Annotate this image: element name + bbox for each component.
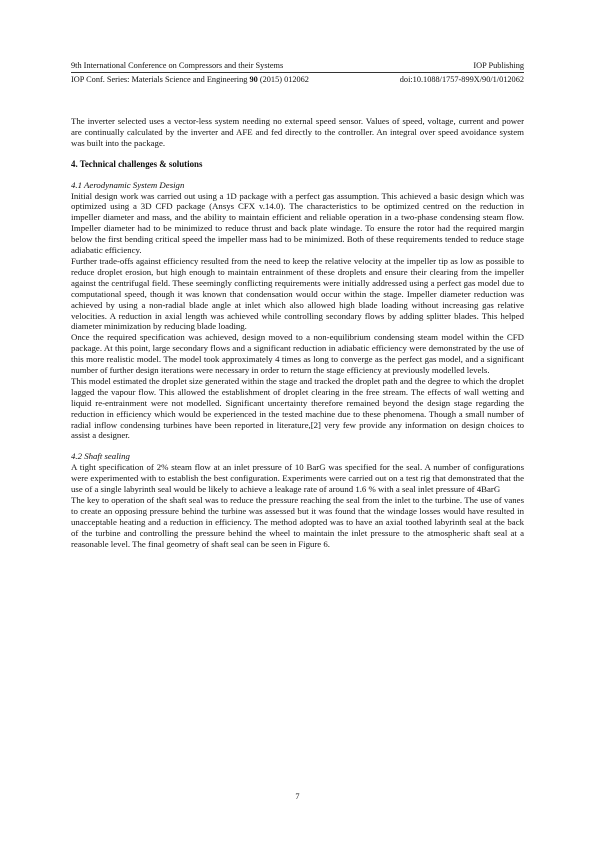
header-row-2 <box>71 74 524 86</box>
page-number: 7 <box>295 792 300 801</box>
conference-name: 9th International Conference on Compressors and their Systems <box>71 61 284 70</box>
series-citation <box>71 74 309 86</box>
header-rule <box>71 72 524 73</box>
paragraph-4-1-b: Further trade-offs against efficiency resulted from the need to keep the relative velocity at the impeller tip as low as possible to reduce droplet erosion, but high enough to maintain entrainment of these droplets and ensure their clearing from the impeller against the centrifugal field. These seemingly conflicting requirements were initially addressed using a perfect gas model due to computational speed, though it was known that condensation would occur within the stage. Impeller diameter reduction was achieved by using a non-radial blade angle at inlet which also allowed high blade loading without increasing gas relative velocities. A reduction in axial length was achieved while controlling secondary flows by adding splitter blades. This helped diameter minimization by reducing blade loading. <box>71 255 524 332</box>
publisher-name: IOP Publishing <box>473 61 524 70</box>
running-header <box>71 60 524 86</box>
section-4-heading: 4. Technical challenges & solutions <box>71 158 203 169</box>
series-volume: 90 <box>249 75 258 84</box>
series-suffix: (2015) 012062 <box>257 75 309 84</box>
intro-paragraph: The inverter selected uses a vector-less system needing no external speed sensor. Values of speed, voltage, current and power are continually calculated by the inverter and AFE and fed directly to the controller. An integral over speed avoidance system was built into the package. <box>71 116 524 148</box>
series-prefix: IOP Conf. Series: Materials Science and Engineering <box>71 75 250 84</box>
paragraph-4-1-c: Once the required specification was achieved, design moved to a non-equilibrium condensing steam model within the CFD package. At this point, large secondary flows and a significant reduction in adiabatic efficiency were demonstrated by the use of this more realistic model. The model took approximately 4 times as long to converge as the perfect gas model, and a significant number of further design iterations were necessary in order to return the stage efficiency at previously modelled levels. <box>71 332 524 376</box>
doi: doi:10.1088/1757-899X/90/1/012062 <box>399 75 524 84</box>
paragraph-4-2-a: A tight specification of 2% steam flow at an inlet pressure of 10 BarG was specified for the seal. A number of configurations were experimented with to establish the best configuration. Experiments were carried out on a test rig that demonstrated that the use of a single labyrinth seal would be likely to achieve a leakage rate of around 1.6 % with a seal inlet pressure of 4BarG <box>71 462 524 495</box>
page-body <box>71 116 524 550</box>
header-row-1 <box>71 60 524 72</box>
subsection-4-1-heading: 4.1 Aerodynamic System Design <box>71 179 185 190</box>
paragraph-4-2-b: The key to operation of the shaft seal was to reduce the pressure reaching the seal from the inlet to the turbine. The use of vanes to create an opposing pressure behind the turbine was assessed but it was found that the windage losses would have resulted in unacceptable heating and a reduction in efficiency. The method adopted was to have an axial toothed labyrinth seal at the back of the turbine and controlling the pressure behind the wheel to maintain the inlet pressure to the atmospheric shaft seal at a reasonable level. The final geometry of shaft seal can be seen in Figure 6. <box>71 495 524 549</box>
paragraph-4-1-d: This model estimated the droplet size generated within the stage and tracked the droplet path and the degree to which the droplet lagged the vapour flow. This allowed the establishment of droplet clearing in the free stream. The effects of wall wetting and liquid re-entrainment were not modelled. Significant uncertainty therefore remained beyond the design stage regarding the reduction in efficiency which would be experienced in the tested machine due to these phenomena. Though a small number of radial inflow condensing turbines have been reported in literature,[2] very few provide any information on design choices to assist a designer. <box>71 375 524 441</box>
subsection-4-2-heading: 4.2 Shaft sealing <box>71 451 130 462</box>
paragraph-4-1-a: Initial design work was carried out using a 1D package with a perfect gas assumption. This achieved a basic design which was optimized using a 3D CFD package (Ansys CFX v.14.0). The characteristics to be optimized centred on the reduction in impeller diameter and mass, and the ability to maintain efficient and reliable operation in a two-phase condensing steam flow. Impeller diameter had to be minimized to reduce thrust and back plate windage. To ensure the rotor had the required margin below the first bending critical speed the impeller mass had to be minimized. Both of these requirements tended to reduce stage adiabatic efficiency. <box>71 190 524 256</box>
